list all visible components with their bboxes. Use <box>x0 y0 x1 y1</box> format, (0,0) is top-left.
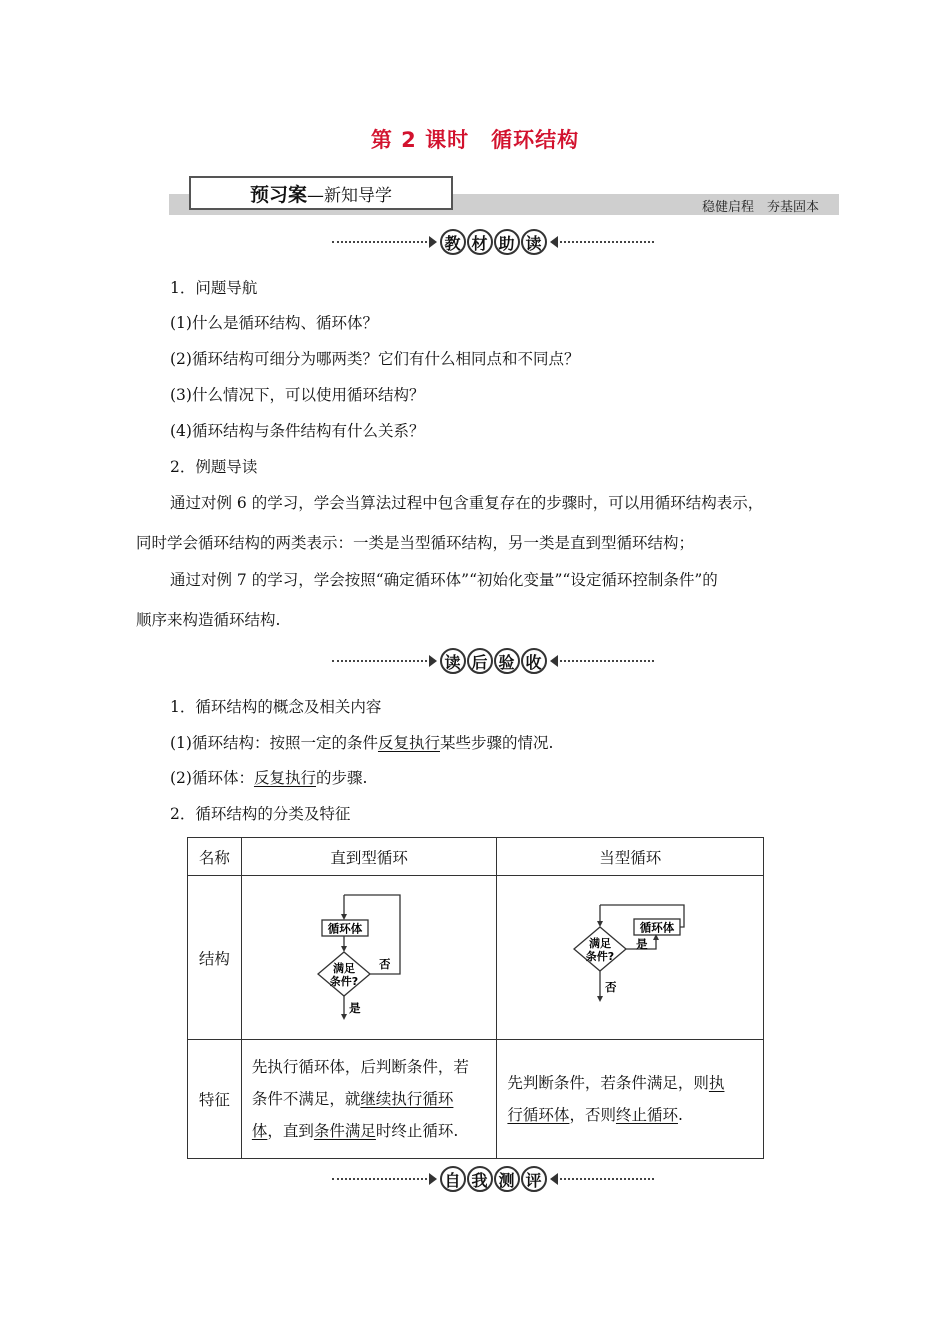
heading-example-guide: 2．例题导读 <box>170 458 258 476</box>
condition-label-2: 条件? <box>586 949 615 963</box>
yes-label: 是 <box>636 936 648 951</box>
banner-label <box>189 176 453 210</box>
section-char: 我 <box>467 1166 493 1192</box>
until-loop-feature <box>241 1040 497 1159</box>
dotted-line <box>560 660 655 662</box>
paragraph-line: 通过对例 6 的学习，学会当算法过程中包含重复存在的步骤时，可以用循环结构表示， <box>170 494 764 512</box>
section-header-check <box>330 646 656 676</box>
arrowhead-icon <box>341 914 347 920</box>
arrow-left-icon <box>550 655 558 667</box>
feature-line <box>252 1115 487 1147</box>
text: (2)循环体： <box>170 769 254 787</box>
header-cell: 直到型循环 <box>241 838 497 876</box>
arrowhead-icon <box>597 921 603 927</box>
question-item: (2)循环结构可细分为哪两类？它们有什么相同点和不同点？ <box>170 350 580 368</box>
section-header-textbook <box>330 227 656 257</box>
paragraph-line: 通过对例 7 的学习，学会按照“确定循环体”“初始化变量”“设定循环控制条件”的 <box>170 571 718 589</box>
feature-line <box>507 1099 753 1131</box>
dotted-line <box>332 1178 427 1180</box>
arrow-right-icon <box>429 236 437 248</box>
text: ，否则 <box>569 1106 616 1124</box>
concept-line <box>170 768 367 788</box>
header-cell: 名称 <box>188 838 242 876</box>
arrow-right-icon <box>429 655 437 667</box>
condition-label-2: 条件? <box>329 974 359 988</box>
section-char: 教 <box>440 229 466 255</box>
arrowhead-icon <box>597 996 603 1002</box>
text: 先执行循环体，后判断条件，若 <box>251 1058 469 1076</box>
row-label: 特征 <box>188 1040 242 1159</box>
section-char: 测 <box>494 1166 520 1192</box>
arrowhead-icon <box>341 946 347 952</box>
concept-line <box>170 733 553 753</box>
section-char: 材 <box>467 229 493 255</box>
answer-underline: 条件满足 <box>313 1122 376 1140</box>
text: 某些步骤的情况. <box>439 734 554 752</box>
text: . <box>677 1106 683 1124</box>
table-row <box>188 838 764 876</box>
answer-underline: 反复执行 <box>377 734 440 752</box>
section-char: 读 <box>440 648 466 674</box>
section-char: 评 <box>521 1166 547 1192</box>
text: 条件不满足，就 <box>251 1090 361 1108</box>
paragraph-line: 同时学会循环结构的两类表示：一类是当型循环结构，另一类是直到型循环结构； <box>136 534 695 552</box>
answer-underline: 继续执行循环 <box>360 1090 454 1108</box>
condition-label-1: 满足 <box>333 961 356 975</box>
banner-sub: —新知导学 <box>307 185 392 206</box>
page-title: 第 2 课时 循环结构 <box>370 128 580 152</box>
text: ，直到 <box>267 1122 314 1140</box>
table-row <box>188 876 764 1040</box>
yes-label: 是 <box>349 1000 361 1015</box>
banner-slogan: 稳健启程 夯基固本 <box>701 200 819 215</box>
until-loop-flowchart <box>314 893 424 1023</box>
feature-line <box>507 1067 753 1099</box>
banner-main: 预习案 <box>249 183 307 206</box>
arrow-left-icon <box>550 1173 558 1185</box>
dotted-line <box>560 1178 655 1180</box>
answer-underline: 行循环体 <box>507 1106 570 1124</box>
arrow-left-icon <box>550 236 558 248</box>
answer-underline: 反复执行 <box>253 769 316 787</box>
section-char: 助 <box>494 229 520 255</box>
section-header-self-test <box>330 1164 656 1194</box>
answer-underline: 执 <box>708 1074 725 1092</box>
heading-question-nav: 1．问题导航 <box>170 279 258 297</box>
loop-body-label: 循环体 <box>639 920 675 934</box>
while-loop-flowchart <box>570 903 690 1013</box>
paragraph-line: 顺序来构造循环结构. <box>136 611 281 629</box>
no-label: 否 <box>605 979 617 994</box>
text: 先判断条件，若条件满足，则 <box>507 1074 709 1092</box>
section-banner <box>169 176 839 217</box>
feature-line <box>252 1083 487 1115</box>
section-char: 自 <box>440 1166 466 1192</box>
answer-underline: 体 <box>251 1122 268 1140</box>
row-label: 结构 <box>188 876 242 1040</box>
condition-label-1: 满足 <box>589 936 612 950</box>
dotted-line <box>332 660 427 662</box>
question-item: (1)什么是循环结构、循环体？ <box>170 314 378 332</box>
section-char: 收 <box>521 648 547 674</box>
table-row <box>188 1040 764 1159</box>
question-item: (4)循环结构与条件结构有什么关系？ <box>170 422 425 440</box>
arrowhead-icon <box>341 1014 347 1020</box>
question-item: (3)什么情况下，可以使用循环结构？ <box>170 386 425 404</box>
feature-line <box>252 1051 487 1083</box>
text: (1)循环结构：按照一定的条件 <box>170 734 378 752</box>
dotted-line <box>332 241 427 243</box>
no-label: 否 <box>379 956 391 971</box>
section-char: 验 <box>494 648 520 674</box>
heading-classification: 2．循环结构的分类及特征 <box>170 805 351 823</box>
header-cell: 当型循环 <box>497 838 764 876</box>
dotted-line <box>560 241 655 243</box>
answer-underline: 终止循环 <box>615 1106 678 1124</box>
until-loop-diagram-cell <box>241 876 497 1040</box>
arrow-right-icon <box>429 1173 437 1185</box>
section-char: 读 <box>521 229 547 255</box>
comparison-table <box>187 837 764 1159</box>
loop-body-label: 循环体 <box>327 921 363 935</box>
text: 的步骤. <box>315 769 368 787</box>
text: 时终止循环. <box>375 1122 459 1140</box>
while-loop-feature <box>497 1040 764 1159</box>
while-loop-diagram-cell <box>497 876 764 1040</box>
section-char: 后 <box>467 648 493 674</box>
heading-concept: 1．循环结构的概念及相关内容 <box>170 698 382 716</box>
